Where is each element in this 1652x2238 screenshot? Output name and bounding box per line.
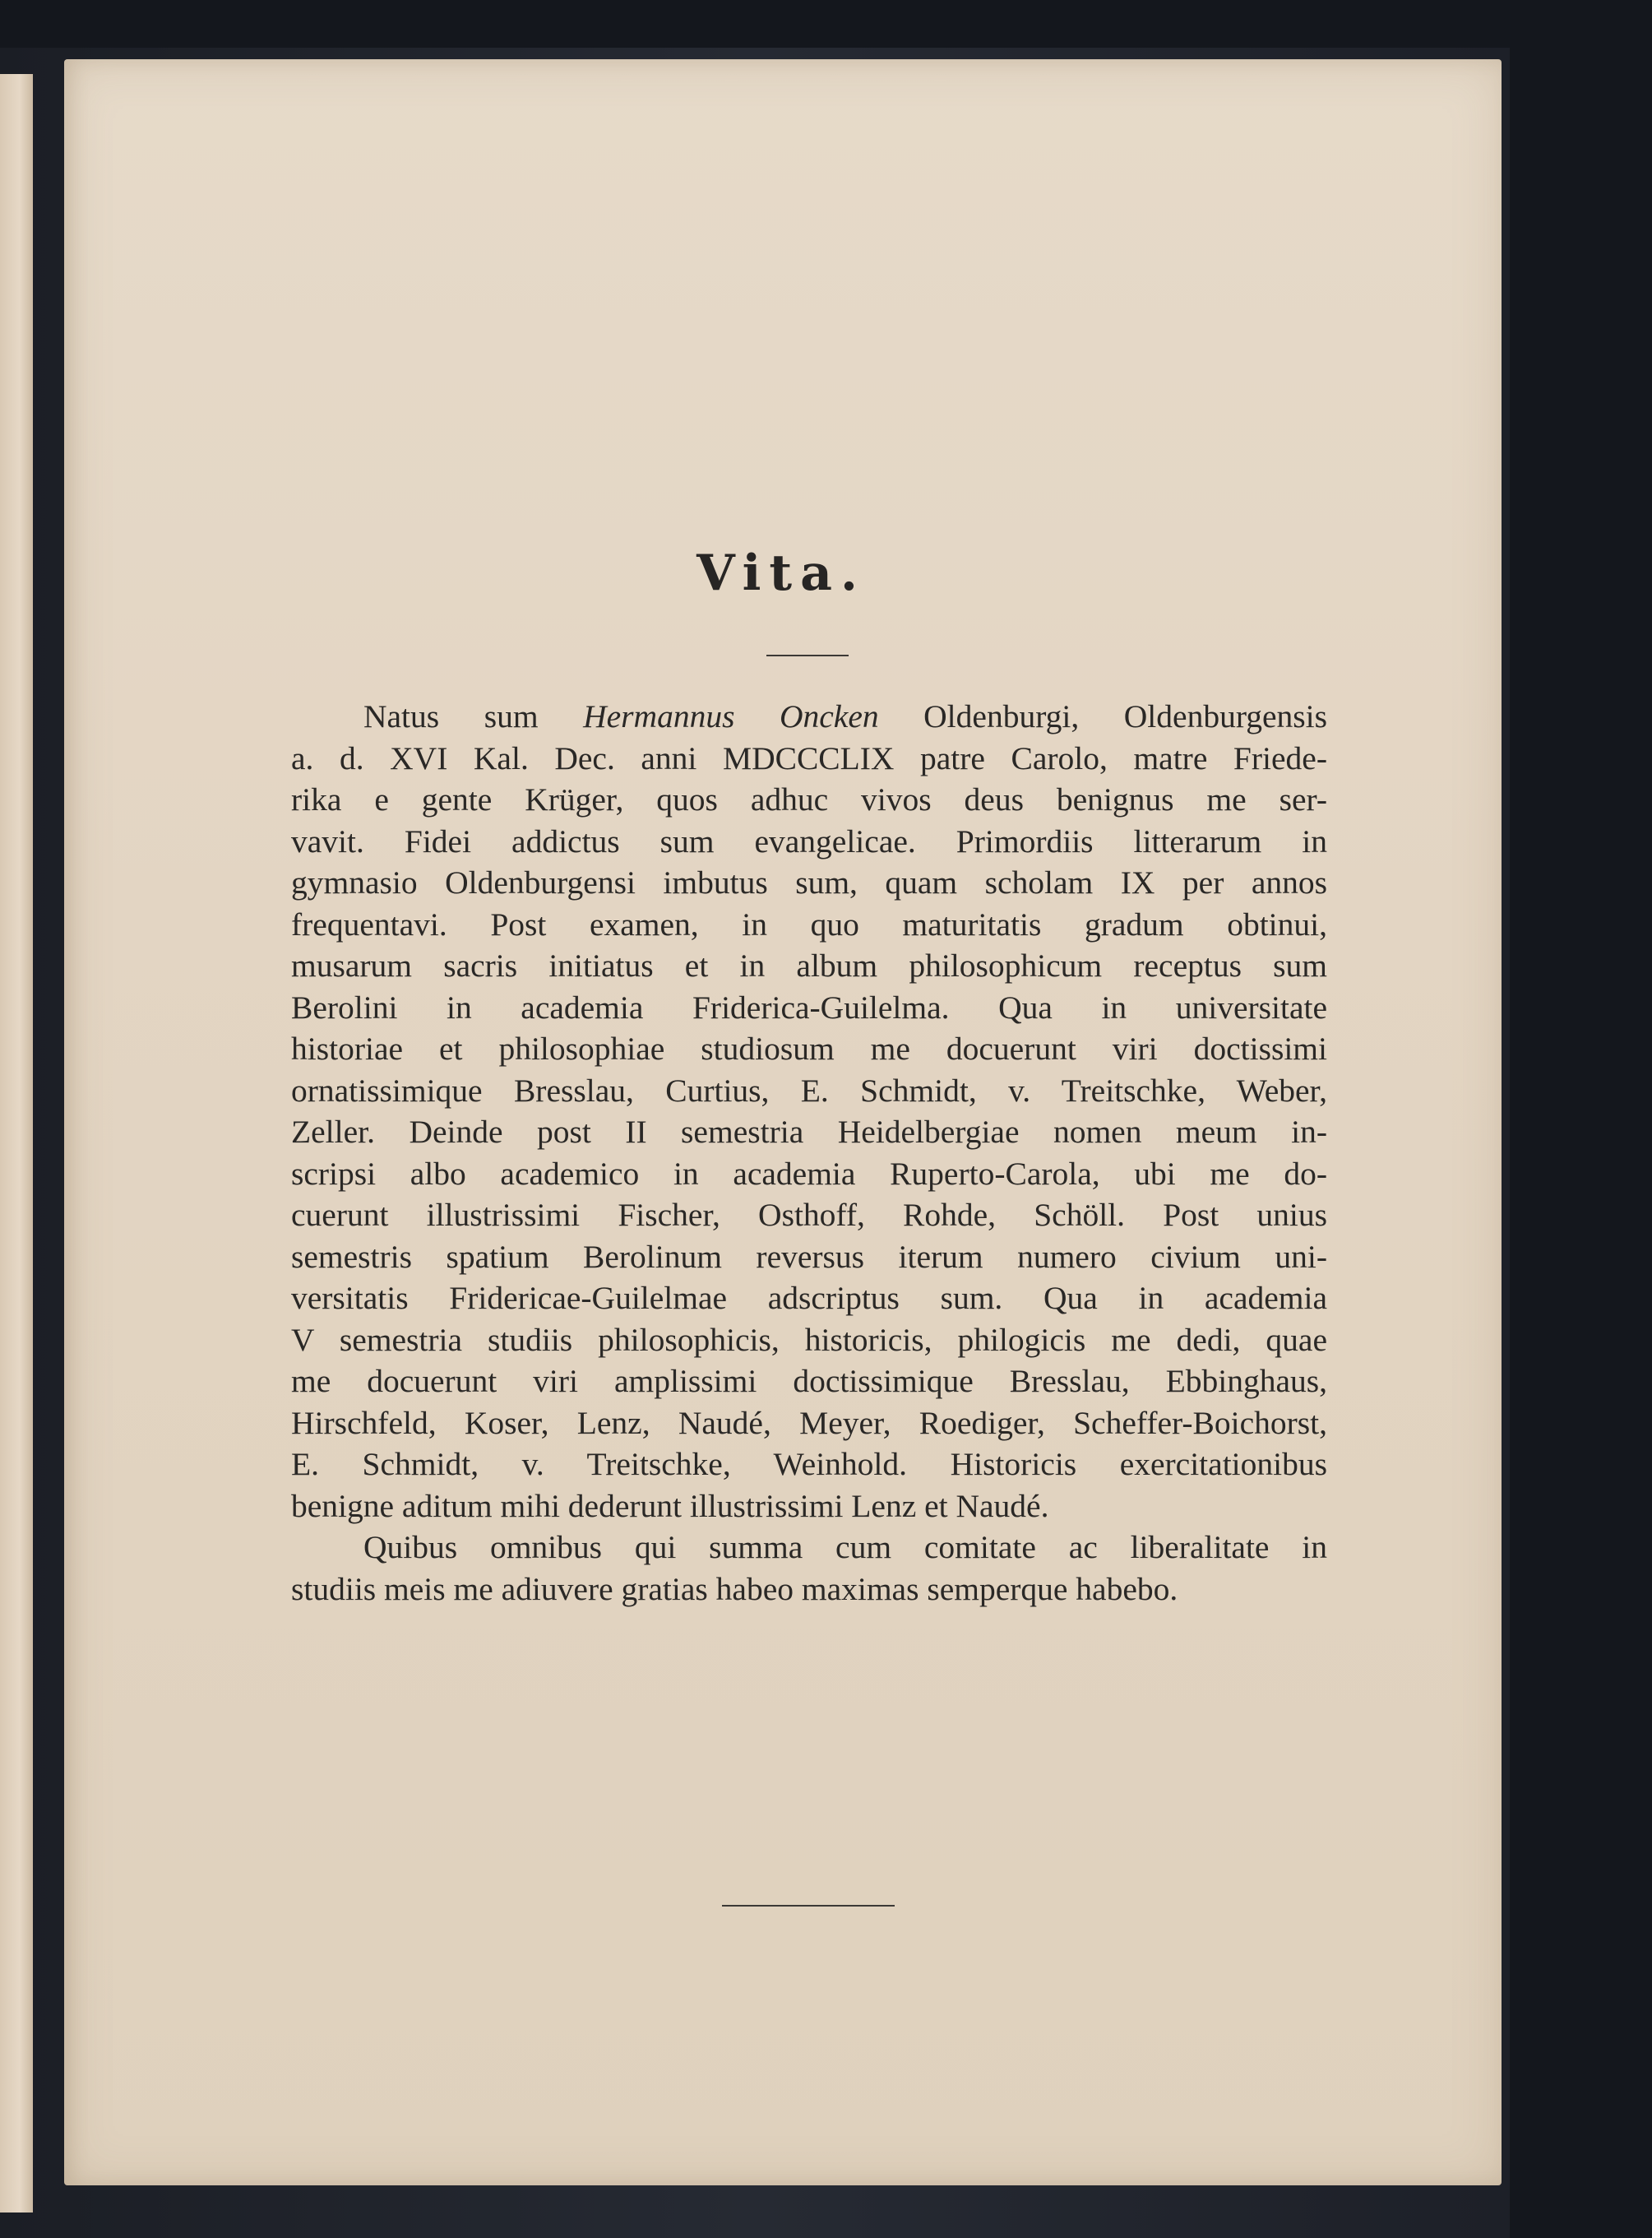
text-line: Quibus omnibus qui summa cum comitate ac liberalitate in [363,1529,1327,1565]
book-spine-edge [0,74,33,2213]
text-line: V semestria studiis philosophicis, historicis, philogicis me dedi, quae [291,1321,1327,1358]
text-line [291,696,1327,738]
text-line: semestris spatium Berolinum reversus iterum numero civium uni- [291,1238,1327,1275]
text-line: vavit. Fidei addictus sum evangelicae. Primordiis litterarum in [291,822,1327,860]
closing-divider [722,1905,895,1907]
vita-text [291,696,1327,1610]
text-line: me docuerunt viri amplissimi doctissimique Bresslau, Ebbinghaus, [291,1363,1327,1399]
text-line: gymnasio Oldenburgensi imbutus sum, quam scholam IX per annos [291,864,1327,901]
text-line: versitatis Fridericae-Guilelmae adscriptus sum. Qua in academia [291,1280,1327,1316]
text-line: studiis meis me adiuvere gratias habeo maximas semperque habebo. [291,1570,1178,1607]
title-divider [766,655,849,656]
text-line: ornatissimique Bresslau, Curtius, E. Schmidt, v. Treitschke, Weber, [291,1072,1327,1109]
text-segment: Oldenburgi, Oldenburgensis [878,698,1328,734]
text-line: a. d. XVI Kal. Dec. anni MDCCCLIX patre Carolo, matre Friede- [291,739,1327,776]
author-name: Hermannus Oncken [583,698,879,734]
page-title: Vita. [696,544,866,602]
text-line: Berolini in academia Friderica-Guilelma. Qua in universitate [291,989,1327,1026]
text-line: benigne aditum mihi dederunt illustrissimi Lenz et Naudé. [291,1487,1049,1524]
text-line: historiae et philosophiae studiosum me docuerunt viri doctissimi [291,1031,1327,1067]
text-line: rika e gente Krüger, quos adhuc vivos deus benignus me ser- [291,781,1327,818]
text-line: frequentavi. Post examen, in quo maturitatis gradum obtinui, [291,906,1327,943]
text-line: cuerunt illustrissimi Fischer, Osthoff, Rohde, Schöll. Post unius [291,1197,1327,1233]
text-line: E. Schmidt, v. Treitschke, Weinhold. Historicis exercitationibus [291,1446,1327,1482]
text-segment: Natus sum [363,698,584,734]
text-line: scripsi albo academico in academia Ruperto-Carola, ubi me do- [291,1155,1327,1192]
text-line: Zeller. Deinde post II semestria Heidelbergiae nomen meum in- [291,1114,1327,1150]
text-line: Hirschfeld, Koser, Lenz, Naudé, Meyer, Roediger, Scheffer-Boichorst, [291,1404,1327,1441]
text-line: musarum sacris initiatus et in album philosophicum receptus sum [291,948,1327,984]
